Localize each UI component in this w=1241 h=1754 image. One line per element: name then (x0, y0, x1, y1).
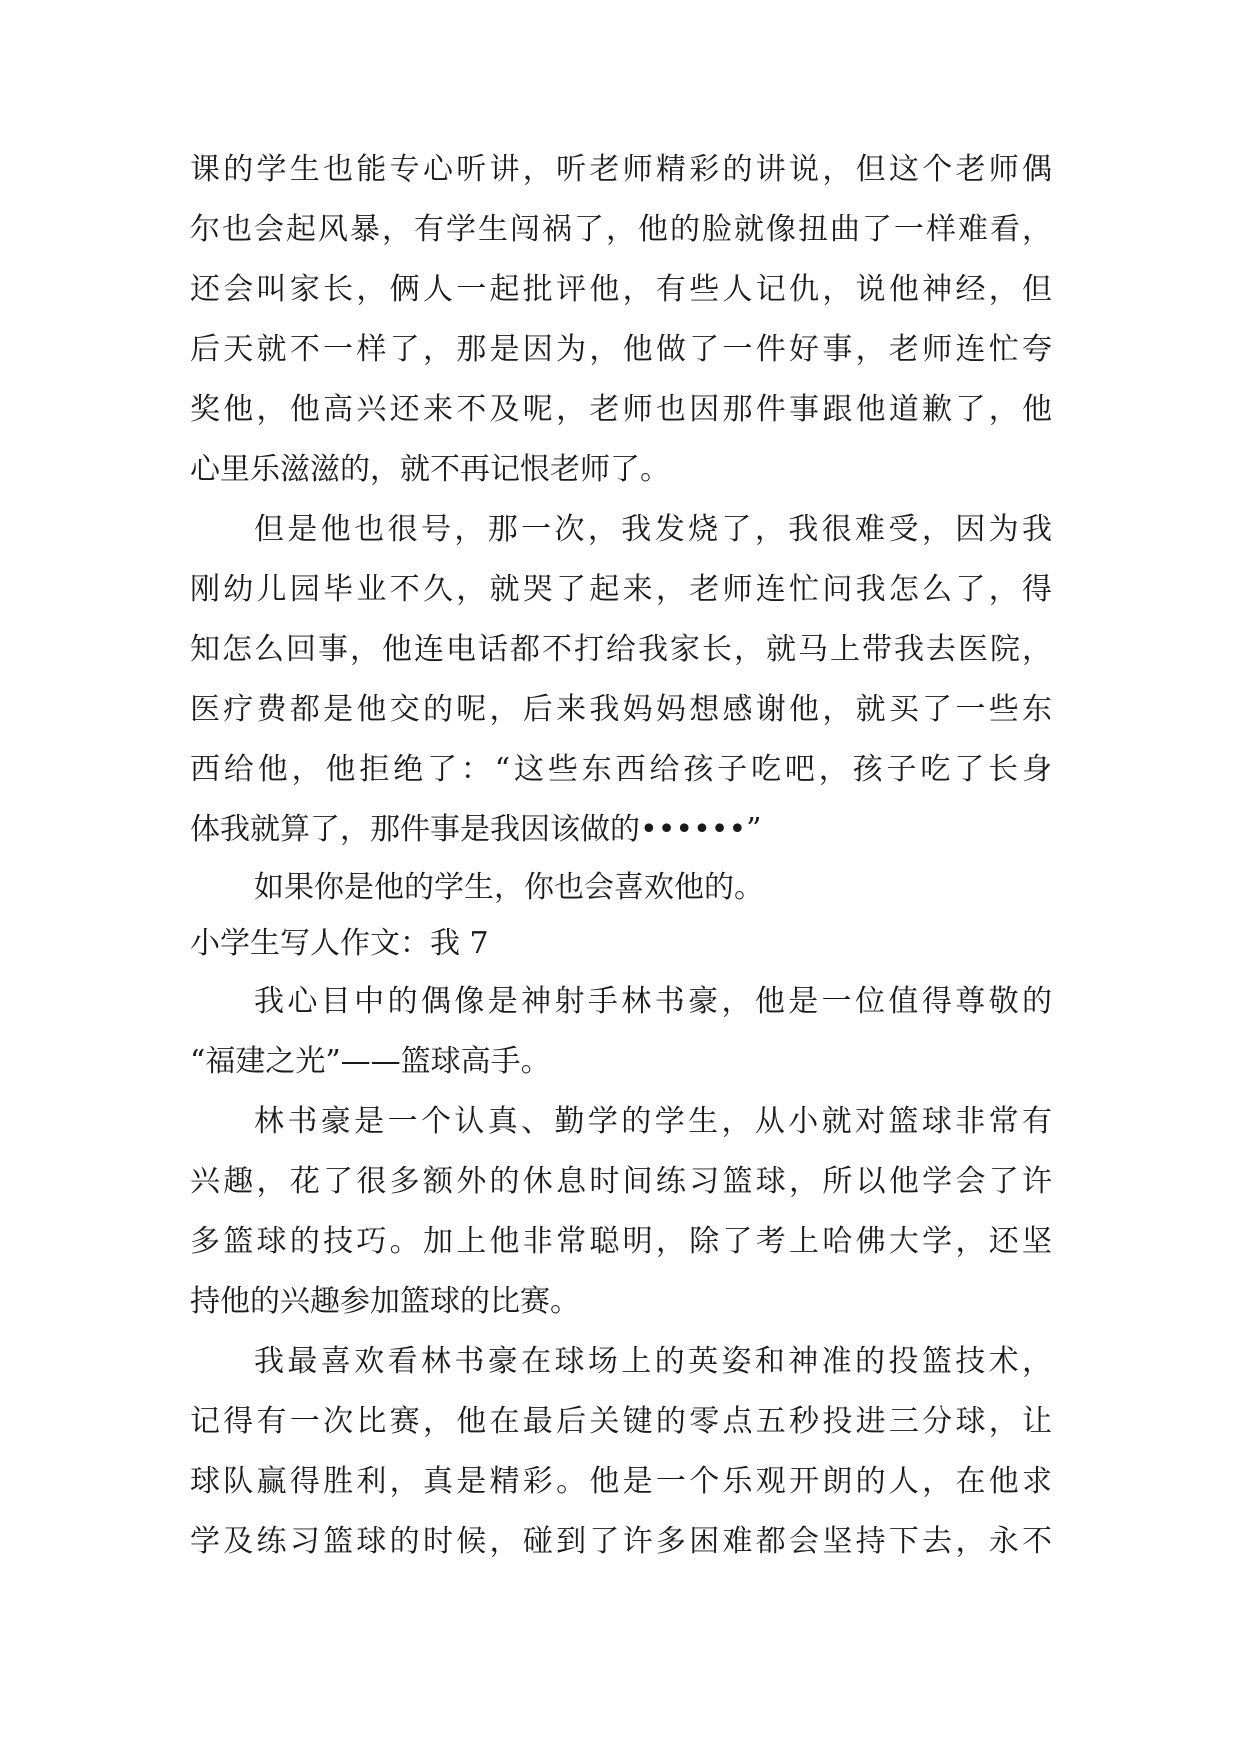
paragraph-first-line: 我最喜欢看林书豪在球场上的英姿和神准的投篮技术， (254, 1344, 1052, 1379)
text-line: 西给他，他拒绝了：“这些东西给孩子吃吧，孩子吃了长身 (190, 752, 1052, 787)
text-line: 体我就算了，那件事是我因该做的••••••” (190, 812, 762, 847)
paragraph-first-line: 如果你是他的学生，你也会喜欢他的。 (254, 870, 764, 905)
text-line: 记得有一次比赛，他在最后关键的零点五秒投进三分球，让 (190, 1404, 1052, 1439)
text-line: 知怎么回事，他连电话都不打给我家长，就马上带我去医院， (190, 632, 1052, 667)
text-line: 兴趣，花了很多额外的休息时间练习篮球，所以他学会了许 (190, 1164, 1052, 1199)
text-line: 后天就不一样了，那是因为，他做了一件好事，老师连忙夸 (190, 332, 1052, 367)
text-line: 持他的兴趣参加篮球的比赛。 (190, 1284, 580, 1319)
paragraph-first-line: 我心目中的偶像是神射手林书豪，他是一位值得尊敬的 (254, 984, 1052, 1019)
section-heading: 小学生写人作文：我 7 (190, 926, 489, 961)
text-line: 还会叫家长，俩人一起批评他，有些人记仇，说他神经，但 (190, 272, 1052, 307)
text-line: 尔也会起风暴，有学生闯祸了，他的脸就像扭曲了一样难看， (190, 212, 1052, 247)
text-line: 刚幼儿园毕业不久，就哭了起来，老师连忙问我怎么了，得 (190, 572, 1052, 607)
paragraph-first-line: 林书豪是一个认真、勤学的学生，从小就对篮球非常有 (254, 1104, 1052, 1139)
paragraph-first-line: 但是他也很号，那一次，我发烧了，我很难受，因为我 (254, 512, 1052, 547)
text-line: 课的学生也能专心听讲，听老师精彩的讲说，但这个老师偶 (190, 152, 1052, 187)
text-line: 多篮球的技巧。加上他非常聪明，除了考上哈佛大学，还坚 (190, 1224, 1052, 1259)
text-line: 心里乐滋滋的，就不再记恨老师了。 (190, 452, 670, 487)
text-line: 奖他，他高兴还来不及呢，老师也因那件事跟他道歉了，他 (190, 392, 1052, 427)
text-line: 学及练习篮球的时候，碰到了许多困难都会坚持下去，永不 (190, 1524, 1052, 1559)
text-line: 医疗费都是他交的呢，后来我妈妈想感谢他，就买了一些东 (190, 692, 1052, 727)
text-line: 球队赢得胜利，真是精彩。他是一个乐观开朗的人，在他求 (190, 1464, 1052, 1499)
text-line: “福建之光”——篮球高手。 (190, 1044, 551, 1079)
